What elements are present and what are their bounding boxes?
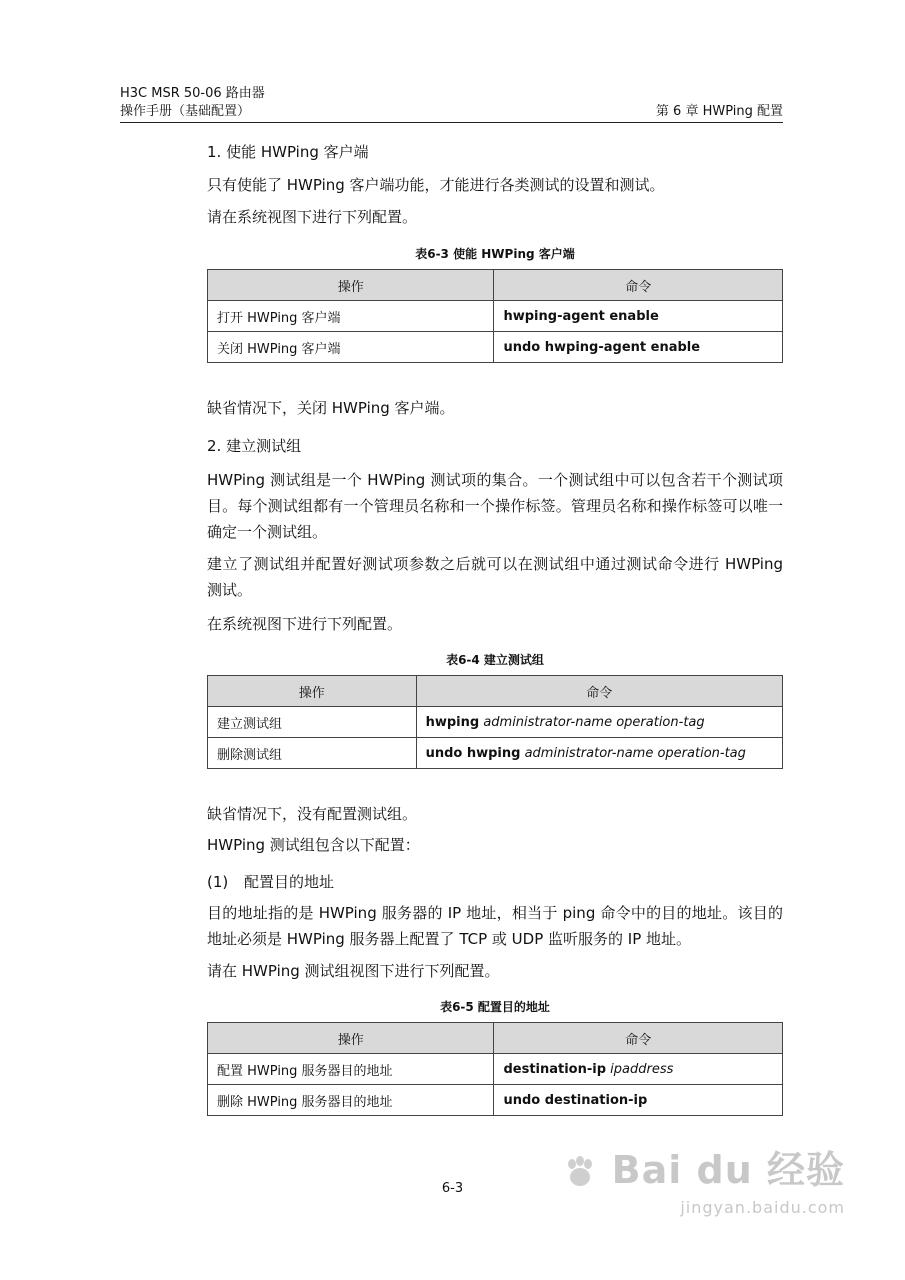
column-header-operation: 操作 xyxy=(208,676,417,707)
paw-icon xyxy=(563,1154,597,1198)
watermark-brand: Bai du 经验 xyxy=(563,1148,845,1198)
table-row xyxy=(208,1085,783,1116)
command-cell xyxy=(416,707,782,738)
section-3-paragraph-2: 请在 HWPing 测试组视图下进行下列配置。 xyxy=(207,962,500,980)
subsection-number: (1) xyxy=(207,873,229,891)
header-chapter: 第 6 章 HWPing 配置 xyxy=(655,104,783,119)
column-header-command: 命令 xyxy=(494,1023,783,1054)
baidu-watermark xyxy=(563,1148,845,1218)
command-arguments: administrator-name operation-tag xyxy=(483,714,705,730)
subsection-title: 配置目的地址 xyxy=(244,873,335,891)
section-1-paragraph-1: 只有使能了 HWPing 客户端功能，才能进行各类测试的设置和测试。 xyxy=(207,176,665,194)
section-2-intro-list: HWPing 测试组包含以下配置： xyxy=(207,836,420,854)
section-2-paragraph-1: HWPing 测试组是一个 HWPing 测试项的集合。一个测试组中可以包含若干个测试项目。每个测试组都有一个管理员名称和一个操作标签。管理员名称和操作标签可以唯一确定一个测试组。 xyxy=(207,471,783,541)
command-keyword: undo hwping-agent enable xyxy=(503,339,701,355)
section-3-paragraph-1: 目的地址指的是 HWPing 服务器的 IP 地址，相当于 ping 命令中的目的地址。该目的地址必须是 HWPing 服务器上配置了 TCP 或 UDP 监听服务的 IP 地址。 xyxy=(207,904,783,948)
operation-cell: 建立测试组 xyxy=(208,707,417,738)
table-row xyxy=(208,332,783,363)
section-2-paragraph-3: 在系统视图下进行下列配置。 xyxy=(207,615,403,633)
section-1-title: 1. 使能 HWPing 客户端 xyxy=(207,143,369,161)
command-cell xyxy=(494,1085,783,1116)
watermark-url: jingyan.baidu.com xyxy=(680,1198,845,1217)
command-cell xyxy=(494,301,783,332)
section-2-paragraph-2: 建立了测试组并配置好测试项参数之后就可以在测试组中通过测试命令进行 HWPing 测试。 xyxy=(207,555,783,599)
operation-cell: 删除 HWPing 服务器目的地址 xyxy=(208,1085,494,1116)
header-product: H3C MSR 50-06 路由器 xyxy=(120,86,265,101)
command-arguments: ipaddress xyxy=(610,1061,674,1077)
table-6-5 xyxy=(207,1022,783,1116)
table-header-row xyxy=(208,676,783,707)
command-keyword: hwping xyxy=(425,714,480,730)
table-6-4 xyxy=(207,675,783,769)
command-keyword: undo hwping xyxy=(425,745,521,761)
table-header-row xyxy=(208,1023,783,1054)
header-manual: 操作手册（基础配置） xyxy=(120,104,251,119)
table-6-3 xyxy=(207,269,783,363)
header-divider xyxy=(120,122,783,123)
table-6-5-caption: 表6-5 配置目的地址 xyxy=(440,1000,550,1014)
table-6-3-caption: 表6-3 使能 HWPing 客户端 xyxy=(415,247,575,261)
command-arguments: administrator-name operation-tag xyxy=(524,745,746,761)
column-header-command: 命令 xyxy=(494,270,783,301)
column-header-operation: 操作 xyxy=(208,270,494,301)
command-keyword: hwping-agent enable xyxy=(503,308,659,324)
section-1-paragraph-2: 请在系统视图下进行下列配置。 xyxy=(207,208,418,226)
column-header-command: 命令 xyxy=(416,676,782,707)
table-row xyxy=(208,738,783,769)
command-keyword: undo destination-ip xyxy=(503,1092,648,1108)
section-1-default-note: 缺省情况下，关闭 HWPing 客户端。 xyxy=(207,399,455,417)
table-6-4-caption: 表6-4 建立测试组 xyxy=(446,653,544,667)
table-row xyxy=(208,707,783,738)
section-2-title: 2. 建立测试组 xyxy=(207,437,302,455)
table-row xyxy=(208,1054,783,1085)
command-cell xyxy=(494,1054,783,1085)
section-2-default-note: 缺省情况下，没有配置测试组。 xyxy=(207,805,418,823)
table-header-row xyxy=(208,270,783,301)
page-number: 6-3 xyxy=(441,1181,464,1196)
command-keyword: destination-ip xyxy=(503,1061,607,1077)
command-cell xyxy=(416,738,782,769)
operation-cell: 关闭 HWPing 客户端 xyxy=(208,332,494,363)
operation-cell: 删除测试组 xyxy=(208,738,417,769)
command-cell xyxy=(494,332,783,363)
table-row xyxy=(208,301,783,332)
column-header-operation: 操作 xyxy=(208,1023,494,1054)
operation-cell: 配置 HWPing 服务器目的地址 xyxy=(208,1054,494,1085)
operation-cell: 打开 HWPing 客户端 xyxy=(208,301,494,332)
